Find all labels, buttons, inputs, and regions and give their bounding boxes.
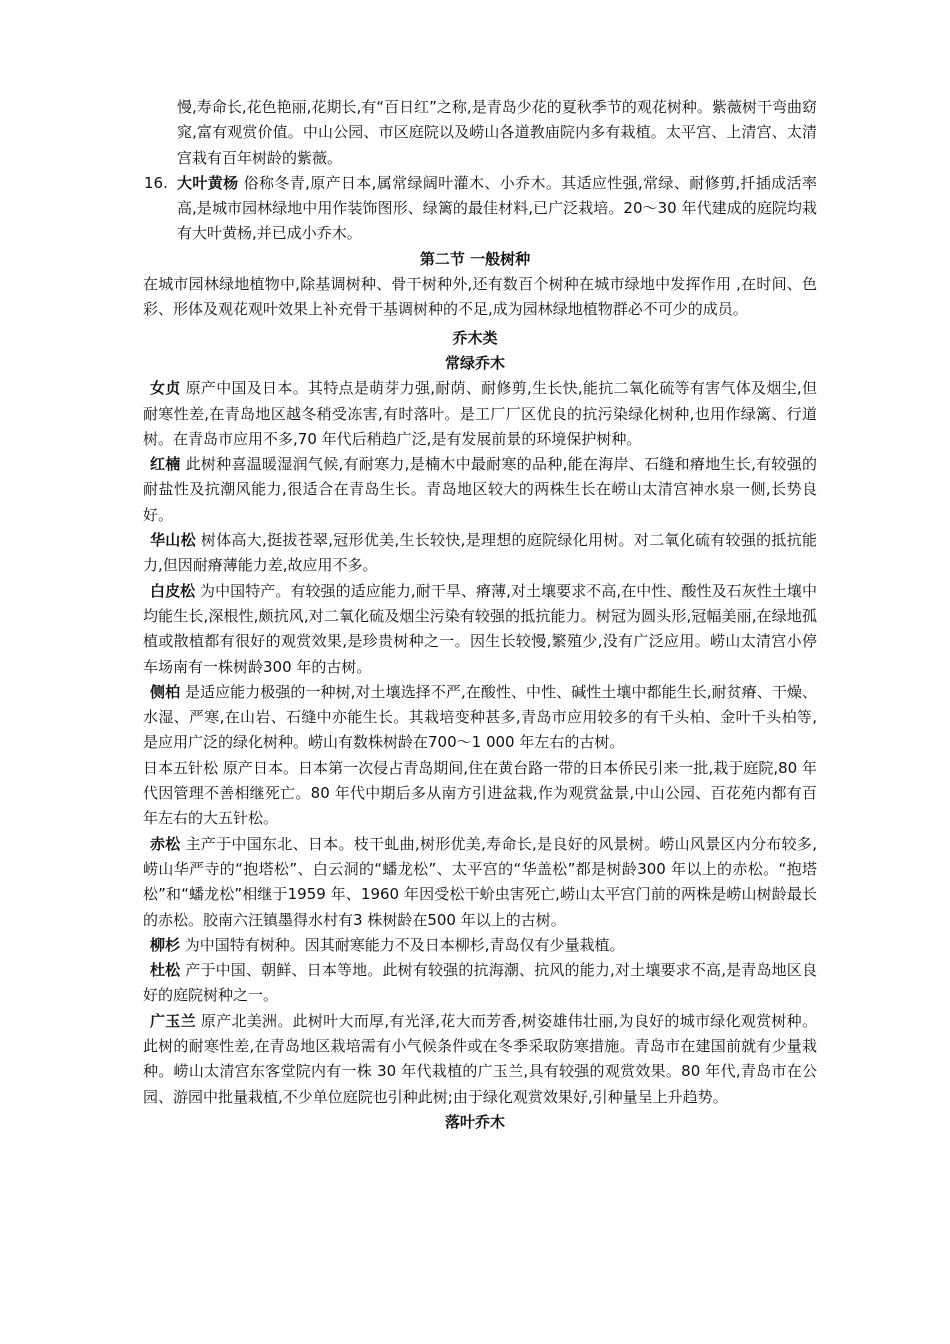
tree-entry	[143, 376, 817, 452]
tree-entry	[143, 756, 817, 832]
tree-name: 侧柏	[150, 682, 181, 701]
tree-description: 是适应能力极强的一种树,对土壤选择不严,在酸性、中性、碱性土壤中都能生长,耐贫瘠、干燥、水湿、严寒,在山岩、石缝中亦能生长。其栽培变种甚多,青岛市应用较多的有千头柏、金叶千头柏等,是应用广泛的绿化树种。崂山有数株树龄在700～1 000 年左右的古树。	[143, 682, 817, 752]
tree-description: 日本五针松 原产日本。日本第一次侵占青岛期间,住在黄台路一带的日本侨民引来一批,栽于庭院,80 年代因管理不善相继死亡。80 年代中期后多从南方引进盆栽,作为观赏盆景,中山公园、百花苑内都有百年左右的大五针松。	[143, 758, 817, 828]
tree-entry	[143, 528, 817, 579]
tree-description: 树体高大,挺拔苍翠,冠形优美,生长较快,是理想的庭院绿化用树。对二氧化硫有较强的抵抗能力,但因耐瘠薄能力差,故应用不多。	[143, 531, 817, 575]
tree-description: 此树种喜温暖湿润气候,有耐寒力,是楠木中最耐寒的品种,能在海岸、石缝和瘠地生长,有较强的耐盐性及抗潮风能力,很适合在青岛生长。青岛地区较大的两株生长在崂山太清宫神水泉一侧,长势良好。	[143, 455, 817, 524]
page-content	[0, 95, 950, 1135]
list-item-16	[144, 171, 817, 247]
tree-name: 广玉兰	[150, 1011, 196, 1030]
tree-entry	[143, 452, 817, 528]
tree-entry	[143, 579, 817, 680]
tree-name: 杜松	[150, 961, 181, 980]
tree-description: 主产于中国东北、日本。枝干虬曲,树形优美,寿命长,是良好的风景树。崂山风景区内分布较多,崂山华严寺的“抱塔松”、白云洞的“蟠龙松”、太平宫的“华盖松”都是树龄300 年以上的赤松。“抱塔松”和“蟠龙松”相继于1959 年、1960 年因受松干蚧虫害死亡,崂山太平宫门前的两株是崂山树龄最长的赤松。胶南六汪镇墨得水村有3 株树龄在500 年以上的古树。	[143, 834, 817, 929]
tree-description: 原产中国及日本。其特点是萌芽力强,耐荫、耐修剪,生长快,能抗二氧化硫等有害气体及烟尘,但耐寒性差,在青岛地区越冬稍受冻害,有时落叶。是工厂厂区优良的抗污染绿化树种,也用作绿篱、行道树。在青岛市应用不多,70 年代后稍趋广泛,是有发展前景的环境保护树种。	[143, 379, 817, 448]
tree-description: 为中国特产。有较强的适应能力,耐干旱、瘠薄,对土壤要求不高,在中性、酸性及石灰性土壤中均能生长,深根性,颇抗风,对二氧化硫及烟尘污染有较强的抵抗能力。树冠为圆头形,冠幅美丽,在绿地孤植或散植都有很好的观赏效果,是珍贵树种之一。因生长较慢,繁殖少,没有广泛应用。崂山太清宫小停车场南有一株树龄300 年的古树。	[143, 581, 817, 676]
subcategory-title-evergreen: 常绿乔木	[444, 353, 505, 372]
tree-name: 红楠	[150, 455, 181, 474]
tree-entry	[143, 1009, 817, 1110]
tree-entry	[143, 832, 817, 933]
tree-name: 华山松	[150, 531, 196, 550]
tree-entry	[143, 958, 817, 1009]
category-title: 乔木类	[452, 328, 498, 347]
tree-description: 产于中国、朝鲜、日本等地。此树有较强的抗海潮、抗风的能力,对土壤要求不高,是青岛地区良好的庭院树种之一。	[143, 961, 817, 1005]
tree-name: 女贞	[150, 379, 181, 398]
tree-name: 大叶黄杨	[177, 173, 239, 192]
tree-name: 柳杉	[150, 935, 181, 954]
tree-description: 原产北美洲。此树叶大而厚,有光泽,花大而芳香,树姿雄伟壮丽,为良好的城市绿化观赏树种。此树的耐寒性差,在青岛地区栽培需有小气候条件或在冬季采取防寒措施。青岛市在建国前就有少量栽种。崂山太清宫东客堂院内有一株 30 年代栽植的广玉兰,具有较强的观赏效果。80 年代,青岛市在公园、游园中批量栽植,不少单位庭院也引种此树;由于绿化观赏效果好,引种量呈上升趋势。	[143, 1011, 817, 1106]
tree-name: 白皮松	[150, 581, 196, 600]
tree-entry	[143, 933, 817, 958]
tree-description: 为中国特有树种。因其耐寒能力不及日本柳杉,青岛仅有少量栽植。	[180, 935, 625, 954]
tree-entry	[143, 680, 817, 756]
section-intro: 在城市园林绿地植物中,除基调树种、骨干树种外,还有数百个树种在城市绿地中发挥作用 ,在时间、色彩、形体及观花观叶效果上补充骨干基调树种的不足,成为园林绿地植物群必不可少的成员。	[143, 275, 817, 319]
list-number: 16.	[144, 173, 168, 192]
section-title: 第二节 一般树种	[419, 249, 531, 268]
tree-name: 赤松	[150, 834, 181, 853]
subcategory-title-deciduous: 落叶乔木	[444, 1112, 505, 1131]
tree-description: 俗称冬青,原产日本,属常绿阔叶灌木、小乔木。其适应性强,常绿、耐修剪,扦插成活率高,是城市园林绿地中用作装饰图形、绿篱的最佳材料,已广泛栽培。20～30 年代建成的庭院均栽有大叶黄杨,并已成小乔木。	[177, 173, 817, 243]
continuation-paragraph: 慢,寿命长,花色艳丽,花期长,有“百日红”之称,是青岛少花的夏秋季节的观花树种。紫薇树干弯曲窈窕,富有观赏价值。中山公园、市区庭院以及崂山各道教庙院内多有栽植。太平宫、上清宫、太清宫栽有百年树龄的紫薇。	[177, 98, 817, 167]
